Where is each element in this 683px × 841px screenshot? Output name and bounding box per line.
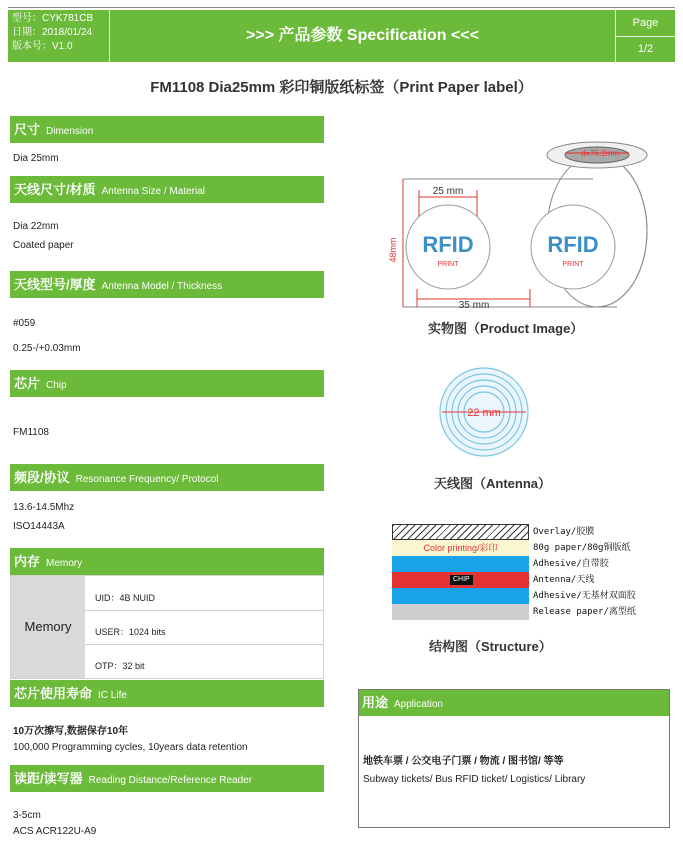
section-title-en: IC Life <box>98 690 127 701</box>
section-title-cn: 频段/协议 <box>14 470 70 485</box>
section-title-cn: 芯片 <box>14 376 41 391</box>
application-box <box>358 689 670 828</box>
print-logo-left: PRINT <box>437 261 459 268</box>
layer-band <box>392 556 529 572</box>
layer-band-text: Color printing/彩印 <box>423 543 498 553</box>
layer-label: Release paper/离型纸 <box>533 607 636 617</box>
width-label: 25 mm <box>432 186 464 197</box>
memory-label: Memory <box>11 576 85 678</box>
structure-layer <box>392 572 660 588</box>
dimension-value: Dia 25mm <box>13 153 59 164</box>
section-title-cn: 尺寸 <box>14 122 41 137</box>
core-diameter-label: d=76.2mm <box>580 149 620 158</box>
structure-layer <box>392 540 660 556</box>
section-title-en: Chip <box>46 380 67 391</box>
height-label: 48mm <box>388 237 398 263</box>
section-bar-frequency <box>10 464 324 491</box>
page-number: 1/2 <box>637 43 654 55</box>
section-bar-memory <box>10 548 324 575</box>
reading-distance: 3-5cm <box>13 810 41 821</box>
rfid-logo-left: RFID <box>422 232 474 257</box>
version-number: 版本号：V1.0 <box>12 41 73 52</box>
layer-band <box>392 572 529 588</box>
spec-header <box>8 10 675 62</box>
section-title-cn: 天线尺寸/材质 <box>14 182 96 197</box>
antenna-image <box>434 366 538 458</box>
model-number: 型号：CYK781CB <box>12 13 94 24</box>
layer-band <box>392 540 529 556</box>
structure-layer <box>392 588 660 604</box>
page-label: Page <box>632 17 659 29</box>
print-logo-right: PRINT <box>562 261 584 268</box>
memory-user: USER：1024 bits <box>95 627 166 637</box>
header-title: >>> 产品参数 Specification <<< <box>246 27 479 44</box>
top-rule <box>8 7 675 8</box>
layer-band <box>392 588 529 604</box>
structure-layer <box>392 556 660 572</box>
memory-row-divider <box>85 610 323 611</box>
layer-label: Adhesive/无基材双面胶 <box>533 591 636 601</box>
layer-label: Overlay/胶膜 <box>533 527 595 537</box>
section-title-cn: 用途 <box>362 695 389 710</box>
section-bar-antenna-model <box>10 271 324 298</box>
section-bar-reading <box>10 765 324 792</box>
section-title-en: Antenna Model / Thickness <box>101 281 223 292</box>
chip-marker: CHIP <box>450 575 473 585</box>
layer-label: Antenna/天线 <box>533 575 595 585</box>
antenna-size-value: Dia 22mm <box>13 221 59 232</box>
layer-label: Adhesive/自带胶 <box>533 559 609 569</box>
section-title-en: Antenna Size / Material <box>101 186 206 197</box>
document-meta <box>12 12 93 54</box>
frequency-value: 13.6-14.5Mhz <box>13 502 75 513</box>
document-title: FM1108 Dia25mm 彩印铜版纸标签（Print Paper label） <box>150 79 533 96</box>
antenna-model-value: #059 <box>13 318 36 329</box>
section-bar-dimension <box>10 116 324 143</box>
memory-row-divider <box>85 644 323 645</box>
section-bar-ic-life <box>10 680 324 707</box>
section-title-en: Reading Distance/Reference Reader <box>88 775 253 786</box>
section-title-en: Memory <box>46 558 83 569</box>
antenna-material-value: Coated paper <box>13 240 74 251</box>
structure-diagram <box>392 524 660 624</box>
memory-uid: UID：4B NUID <box>95 593 156 603</box>
structure-caption: 结构图（Structure） <box>429 639 552 654</box>
product-image-caption: 实物图（Product Image） <box>428 321 584 336</box>
layer-band <box>392 524 529 540</box>
structure-layer <box>392 604 660 620</box>
reference-reader: ACS ACR122U-A9 <box>13 826 97 837</box>
rfid-logo-right: RFID <box>547 232 599 257</box>
ic-life-en: 100,000 Programming cycles, 10years data retention <box>13 742 248 753</box>
antenna-thickness-value: 0.25-/+0.03mm <box>13 343 81 354</box>
antenna-size-label: 22 mm <box>467 407 501 419</box>
section-title-cn: 芯片使用寿命 <box>14 686 93 701</box>
memory-table <box>10 575 324 679</box>
protocol-value: ISO14443A <box>13 521 65 532</box>
section-title-cn: 天线型号/厚度 <box>14 277 96 292</box>
section-title-cn: 内存 <box>14 554 41 569</box>
section-bar-antenna-size <box>10 176 324 203</box>
section-title-cn: 读距/读写器 <box>14 771 83 786</box>
document-date: 日期：2018/01/24 <box>12 27 93 38</box>
section-bar-chip <box>10 370 324 397</box>
section-title-en: Application <box>394 699 443 710</box>
pitch-label: 35 mm <box>458 300 490 311</box>
layer-label: 80g paper/80g铜版纸 <box>533 543 631 553</box>
section-title-en: Resonance Frequency/ Protocol <box>75 474 219 485</box>
layer-band <box>392 604 529 620</box>
product-image <box>385 132 675 312</box>
structure-layer <box>392 524 660 540</box>
chip-value: FM1108 <box>13 427 49 438</box>
section-title-en: Dimension <box>46 126 94 137</box>
antenna-image-caption: 天线图（Antenna） <box>434 476 552 491</box>
application-en: Subway tickets/ Bus RFID ticket/ Logistics/ Library <box>363 774 586 785</box>
memory-otp: OTP：32 bit <box>95 661 145 671</box>
ic-life-cn: 10万次擦写,数据保存10年 <box>13 726 129 737</box>
application-cn: 地铁车票 / 公交电子门票 / 物流 / 图书馆/ 等等 <box>363 756 564 767</box>
